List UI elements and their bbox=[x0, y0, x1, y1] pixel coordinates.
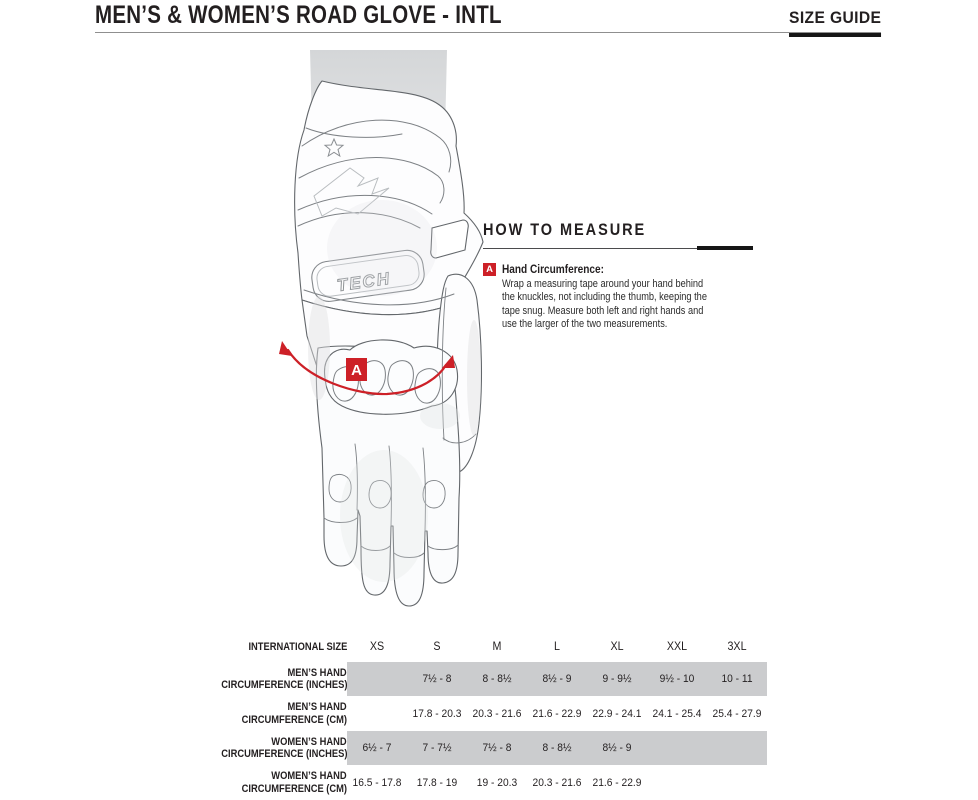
table-cell: 9 - 9½ bbox=[602, 673, 632, 685]
size-table bbox=[220, 632, 767, 800]
table-cell: 7 - 7½ bbox=[422, 742, 452, 754]
marker-a-icon: A bbox=[483, 263, 496, 276]
table-cell: 20.3 - 21.6 bbox=[472, 707, 522, 720]
measure-arrow-left-icon bbox=[279, 341, 292, 356]
glove-logo-text: TECH bbox=[335, 268, 393, 296]
table-cell: 17.8 - 19 bbox=[416, 776, 458, 789]
table-header-row bbox=[230, 632, 767, 662]
table-cell: 16.5 - 17.8 bbox=[352, 776, 402, 789]
row-label: MEN’S HAND CIRCUMFERENCE (INCHES) bbox=[220, 666, 347, 691]
table-cell: 20.3 - 21.6 bbox=[532, 776, 582, 789]
measure-item-hand-circumference bbox=[483, 262, 753, 332]
size-col-m: M bbox=[492, 641, 502, 653]
table-cell: 8½ - 9 bbox=[602, 742, 632, 754]
size-col-s: S bbox=[433, 641, 441, 653]
size-guide-label: SIZE GUIDE bbox=[789, 8, 881, 37]
size-col-l: L bbox=[554, 641, 560, 653]
table-row-womens-inches bbox=[220, 731, 767, 765]
page-title: MEN’S & WOMEN’S ROAD GLOVE - INTL bbox=[95, 1, 502, 29]
table-cell: 19 - 20.3 bbox=[476, 776, 518, 789]
glove-drawing bbox=[262, 48, 487, 633]
table-cell: 21.6 - 22.9 bbox=[592, 776, 642, 789]
section-rule bbox=[483, 248, 753, 249]
glove-illustration bbox=[262, 48, 487, 633]
size-col-xl: XL bbox=[610, 641, 624, 653]
measure-item-title: Hand Circumference: bbox=[502, 262, 604, 276]
size-col-xs: XS bbox=[369, 641, 385, 653]
table-cell: 25.4 - 27.9 bbox=[712, 707, 762, 720]
table-cell: 10 - 11 bbox=[721, 673, 753, 685]
table-cell: 8½ - 9 bbox=[542, 673, 572, 685]
size-col-3xl: 3XL bbox=[727, 641, 747, 653]
table-cell: 7½ - 8 bbox=[422, 673, 452, 685]
table-cell: 24.1 - 25.4 bbox=[652, 707, 702, 720]
table-cell: 9½ - 10 bbox=[659, 673, 695, 685]
table-row-womens-cm bbox=[230, 765, 767, 800]
row-label: MEN’S HAND CIRCUMFERENCE (CM) bbox=[241, 701, 347, 726]
measure-item-body: Wrap a measuring tape around your hand behind the knuckles, not including the thumb, keeping the tape snug. Measure both left and right hands and use the larger of the two measurements. bbox=[502, 278, 707, 331]
table-cell: 7½ - 8 bbox=[482, 742, 512, 754]
size-col-xxl: XXL bbox=[666, 641, 688, 653]
measure-point-a-badge bbox=[346, 358, 367, 381]
how-to-measure-heading: HOW TO MEASURE bbox=[483, 221, 647, 239]
table-row-mens-cm bbox=[230, 696, 767, 731]
table-cell: 6½ - 7 bbox=[362, 742, 392, 754]
svg-text:A: A bbox=[351, 362, 362, 379]
table-cell: 22.9 - 24.1 bbox=[592, 707, 642, 720]
table-row-mens-inches bbox=[220, 662, 767, 696]
row-label: WOMEN’S HAND CIRCUMFERENCE (INCHES) bbox=[220, 735, 347, 760]
row-label: WOMEN’S HAND CIRCUMFERENCE (CM) bbox=[241, 770, 347, 795]
table-header-label: INTERNATIONAL SIZE bbox=[248, 640, 347, 653]
table-cell: 8 - 8½ bbox=[482, 673, 512, 685]
table-cell: 8 - 8½ bbox=[542, 742, 572, 754]
page-header bbox=[95, 0, 881, 33]
table-cell: 21.6 - 22.9 bbox=[532, 707, 582, 720]
table-cell: 17.8 - 20.3 bbox=[412, 707, 462, 720]
how-to-measure-section bbox=[483, 221, 753, 332]
